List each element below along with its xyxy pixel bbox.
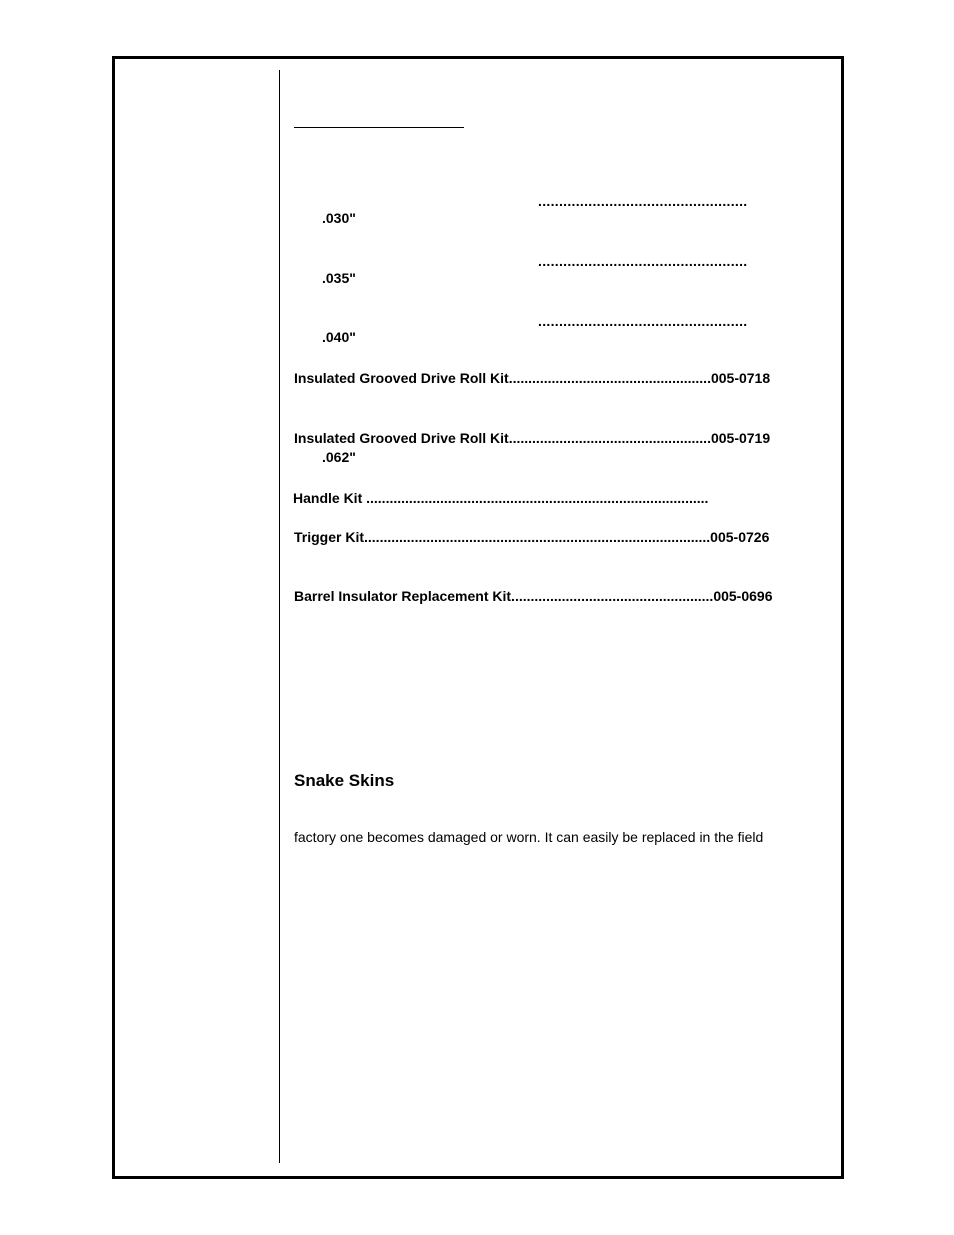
kit-handle: Handle Kit ........................................................................................ [293,490,709,506]
snake-skins-text: factory one becomes damaged or worn. It can easily be replaced in the field [294,829,764,845]
column-divider [279,70,280,1163]
kit-trigger: Trigger Kit.........................................................................................005-0726 [294,529,770,545]
dot-leader: .................................................. [538,313,748,329]
size-062: .062" [322,449,356,465]
page-border [112,56,844,1179]
size-040: .040" [322,329,356,345]
kit-barrel-insulator: Barrel Insulator Replacement Kit....................................................005-0696 [294,588,773,604]
section-title-snake-skins: Snake Skins [294,771,395,790]
kit-drive-roll-0718: Insulated Grooved Drive Roll Kit....................................................005-0718 [294,370,771,386]
heading-underline [294,127,464,128]
kit-drive-roll-0719: Insulated Grooved Drive Roll Kit....................................................005-0719 [294,430,771,446]
dot-leader: .................................................. [538,193,748,209]
size-030: .030" [322,210,356,226]
dot-leader: .................................................. [538,253,748,269]
size-035: .035" [322,270,356,286]
